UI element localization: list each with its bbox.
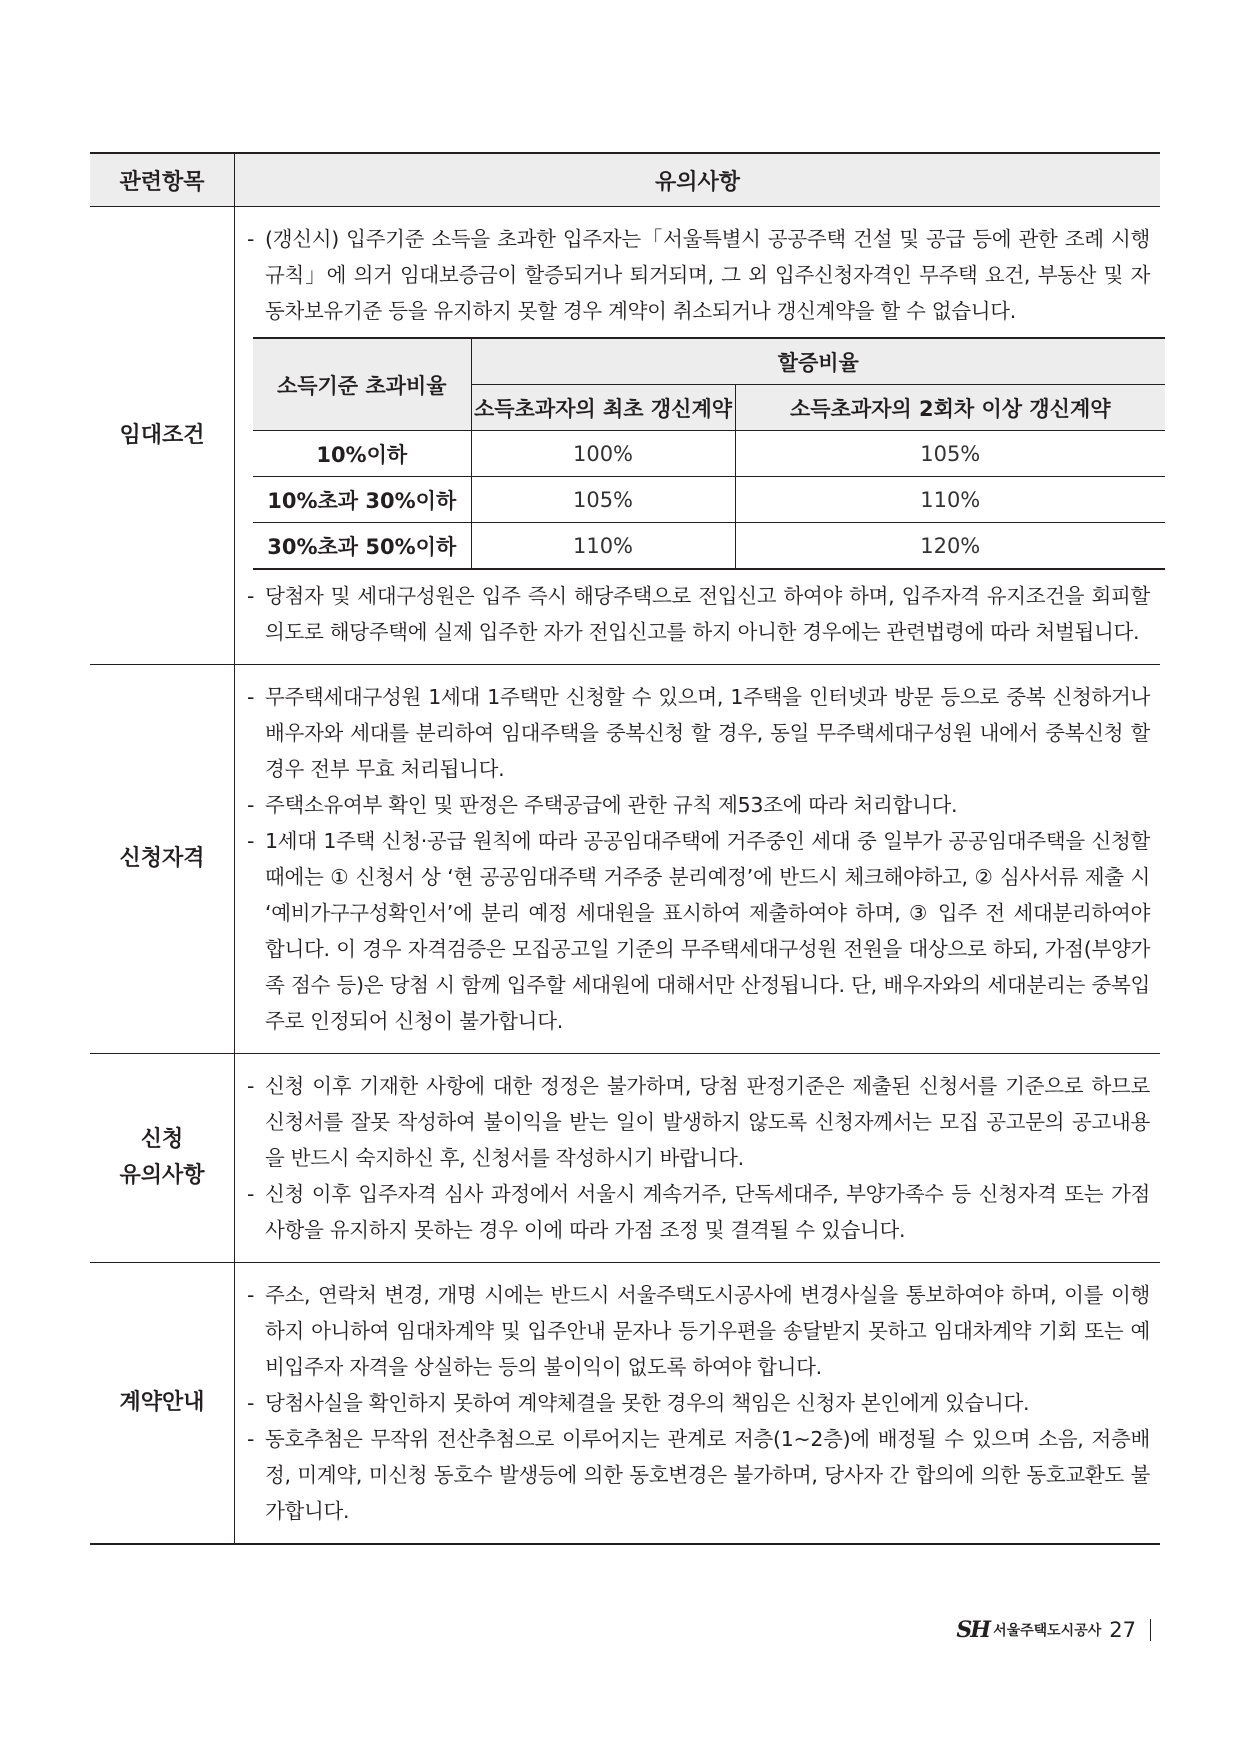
rate-header-band: 소득기준 초과비율 [253, 338, 471, 431]
rate-first-cell: 105% [471, 477, 735, 523]
note-item: - 당첨자 및 세대구성원은 입주 즉시 해당주택으로 전입신고 하여야 하며, 입주자격 유지조건을 회피할 의도로 해당주택에 실제 입주한 자가 전입신고를 하지 아니한 경우에는 관련법령에 따라 처벌됩니다. [247, 584, 1150, 644]
section-label-contract: 계약안내 [90, 1263, 235, 1545]
note-item: - 동호추첨은 무작위 전산추첨으로 이루어지는 관계로 저층(1~2층)에 배정될 수 있으며 소음, 저층배정, 미계약, 미신청 동호수 발생등에 의한 동호변경은 불가하며, 당사자 간 합의에 의한 동호교환도 불가합니다. [247, 1427, 1150, 1523]
surcharge-rate-table [253, 337, 1165, 570]
table-row [253, 523, 1165, 570]
section-lease [90, 207, 1160, 665]
rate-first-cell: 110% [471, 523, 735, 570]
section-label-eligibility: 신청자격 [90, 665, 235, 1054]
section-label-application [90, 1054, 235, 1263]
page-footer [956, 1617, 1151, 1643]
rate-second-cell: 110% [735, 477, 1165, 523]
note-item: - 주택소유여부 확인 및 판정은 주택공급에 관한 규칙 제53조에 따라 처리합니다. [247, 793, 958, 817]
note-item: - (갱신시) 입주기준 소득을 초과한 입주자는「서울특별시 공공주택 건설 및 공급 등에 관한 조례 시행규칙」에 의거 임대보증금이 할증되거나 퇴거되며, 그 외 입주신청자격인 무주택 요건, 부동산 및 자동차보유기준 등을 유지하지 못할 경우 계약이 취소되거나 갱신계약을 할 수 없습니다. [247, 227, 1150, 323]
section-content-application [235, 1054, 1161, 1263]
rate-header-surcharge: 할증비율 [471, 338, 1165, 385]
table-header-row [90, 153, 1160, 207]
header-notes: 유의사항 [235, 153, 1161, 207]
note-item: - 신청 이후 입주자격 심사 과정에서 서울시 계속거주, 단독세대주, 부양가족수 등 신청자격 또는 가점사항을 유지하지 못하는 경우 이에 따라 가점 조정 및 결격될 수 있습니다. [247, 1182, 1150, 1242]
section-eligibility [90, 665, 1160, 1054]
section-content-lease [235, 207, 1161, 665]
rate-header-first: 소득초과자의 최초 갱신계약 [471, 385, 735, 431]
note-item: - 신청 이후 기재한 사항에 대한 정정은 불가하며, 당첨 판정기준은 제출된 신청서를 기준으로 하므로 신청서를 잘못 작성하여 불이익을 받는 일이 발생하지 않도록 신청자께서는 모집 공고문의 공고내용을 반드시 숙지하신 후, 신청서를 작성하시기 바랍니다. [247, 1074, 1150, 1170]
rate-first-cell: 100% [471, 431, 735, 477]
table-row [253, 431, 1165, 477]
section-label-line: 유의사항 [119, 1163, 205, 1188]
note-item: - 당첨사실을 확인하지 못하여 계약체결을 못한 경우의 책임은 신청자 본인에게 있습니다. [247, 1391, 1030, 1415]
section-label-lease: 임대조건 [90, 207, 235, 665]
section-label-line: 신청 [140, 1127, 184, 1152]
rate-band-cell: 30%초과 50%이하 [253, 523, 471, 570]
rate-band-cell: 10%초과 30%이하 [253, 477, 471, 523]
organization-name: 서울주택도시공사 [993, 1623, 1102, 1639]
header-item: 관련항목 [90, 153, 235, 207]
rate-second-cell: 105% [735, 431, 1165, 477]
section-contract [90, 1263, 1160, 1545]
section-application [90, 1054, 1160, 1263]
note-item: - 무주택세대구성원 1세대 1주택만 신청할 수 있으며, 1주택을 인터넷과 방문 등으로 중복 신청하거나 배우자와 세대를 분리하여 임대주택을 중복신청 할 경우, 동일 무주택세대구성원 내에서 중복신청 할 경우 전부 무효 처리됩니다. [247, 685, 1150, 781]
rate-second-cell: 120% [735, 523, 1165, 570]
footer-divider [1150, 1619, 1151, 1641]
rate-header-row [253, 338, 1165, 385]
sh-logo: SH [956, 1617, 990, 1643]
table-row [253, 477, 1165, 523]
section-content-contract [235, 1263, 1161, 1545]
section-content-eligibility [235, 665, 1161, 1054]
rate-band-cell: 10%이하 [253, 431, 471, 477]
notice-table [90, 152, 1160, 1545]
rate-header-second: 소득초과자의 2회차 이상 갱신계약 [735, 385, 1165, 431]
page-number: 27 [1109, 1618, 1136, 1642]
note-item: - 주소, 연락처 변경, 개명 시에는 반드시 서울주택도시공사에 변경사실을 통보하여야 하며, 이를 이행하지 아니하여 임대차계약 및 입주안내 문자나 등기우편을 송달받지 못하고 임대차계약 기회 또는 예비입주자 자격을 상실하는 등의 불이익이 없도록 하여야 합니다. [247, 1283, 1150, 1379]
note-item: - 1세대 1주택 신청·공급 원칙에 따라 공공임대주택에 거주중인 세대 중 일부가 공공임대주택을 신청할 때에는 ① 신청서 상 ‘현 공공임대주택 거주중 분리예정’에 반드시 체크해야하고, ② 심사서류 제출 시 ‘예비가구구성확인서’에 분리 예정 세대원을 표시하여 제출하여야 하며, ③ 입주 전 세대분리하여야 합니다. 이 경우 자격검증은 모집공고일 기준의 무주택세대구성원 전원을 대상으로 하되, 가점(부양가족 점수 등)은 당첨 시 함께 입주할 세대원에 대해서만 산정됩니다. 단, 배우자와의 세대분리는 중복입주로 인정되어 신청이 불가합니다. [247, 829, 1150, 1033]
